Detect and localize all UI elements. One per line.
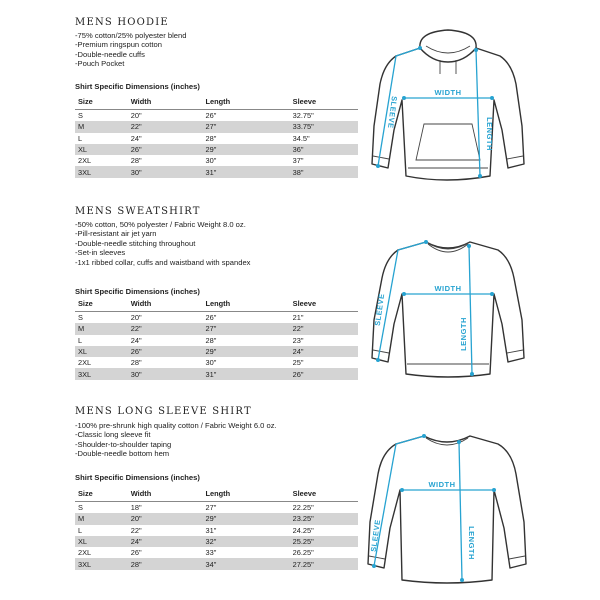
header-sleeve: Sleeve xyxy=(290,296,358,312)
sleeve-label: SLEEVE xyxy=(368,518,383,553)
table-row xyxy=(75,144,358,155)
cell: 3XL xyxy=(75,166,128,177)
cell: 26.25" xyxy=(292,548,314,558)
feature-line: -Premium ringspun cotton xyxy=(75,40,162,50)
feature-line: -Double-needle bottom hem xyxy=(75,449,170,459)
length-label: LENGTH xyxy=(467,526,476,560)
cell: 37" xyxy=(292,156,304,166)
cell: 20" xyxy=(130,111,142,121)
header-size: Size xyxy=(75,296,128,312)
cell: 24.25" xyxy=(292,525,314,535)
cell: 30" xyxy=(205,358,217,368)
hoodie-diagram xyxy=(368,26,528,188)
cell: 18" xyxy=(130,503,142,513)
cell: 33" xyxy=(205,548,217,558)
cell: 30" xyxy=(128,166,203,177)
width-label: WIDTH xyxy=(434,284,462,293)
table-row xyxy=(75,502,358,514)
cell: 3XL xyxy=(75,558,128,569)
feature-line: -Set-in sleeves xyxy=(75,248,126,258)
length-label: LENGTH xyxy=(459,317,468,351)
feature-line: -100% pre-shrunk high quality cotton / Fabric Weight 6.0 oz. xyxy=(75,421,277,430)
feature-line: -Pouch Pocket xyxy=(75,59,125,69)
cell: 26" xyxy=(130,548,142,558)
feature-line: -Double-needle cuffs xyxy=(75,49,145,59)
table-row xyxy=(75,547,358,558)
table-row xyxy=(75,110,358,122)
cell: 31" xyxy=(205,525,217,535)
cell: 27" xyxy=(202,323,289,334)
cell: XL xyxy=(75,536,128,547)
cell: 25.25" xyxy=(290,536,358,547)
cell: S xyxy=(78,503,83,513)
cell: 28" xyxy=(205,133,217,143)
cell: 31" xyxy=(202,368,289,379)
longsleeve-dims-label: Shirt Specific Dimensions (inches) xyxy=(75,473,200,482)
cell: 26" xyxy=(205,111,217,121)
table-header-row xyxy=(75,94,358,110)
table-row xyxy=(75,155,358,166)
cell: M xyxy=(75,513,128,524)
cell: 23" xyxy=(292,335,304,345)
hoodie-features xyxy=(75,31,186,69)
cell: 33.75" xyxy=(290,121,358,132)
cell: 26" xyxy=(128,144,203,155)
table-header-row xyxy=(75,486,358,502)
table-row xyxy=(75,368,358,379)
cell: 22.25" xyxy=(292,503,314,513)
cell: 25" xyxy=(292,358,304,368)
sweatshirt-features xyxy=(75,220,250,267)
sweatshirt-title: MENS SWEATSHIRT xyxy=(75,206,201,217)
longsleeve-outline xyxy=(368,436,526,583)
longsleeve-diagram xyxy=(362,428,532,590)
feature-line: -Pill-resistant air jet yarn xyxy=(75,229,157,239)
cell: 3XL xyxy=(75,368,128,379)
table-row xyxy=(75,357,358,368)
cell: 27.25" xyxy=(290,558,358,569)
sweatshirt-diagram xyxy=(368,234,528,384)
feature-line: -1x1 ribbed collar, cuffs and waistband with spandex xyxy=(75,257,251,267)
hoodie-dims-label: Shirt Specific Dimensions (inches) xyxy=(75,82,200,91)
header-width: Width xyxy=(128,94,203,110)
cell: 34" xyxy=(202,558,289,569)
cell: 27" xyxy=(205,503,217,513)
header-sleeve: Sleeve xyxy=(290,486,358,502)
feature-line: -50% cotton, 50% polyester / Fabric Weight 8.0 oz. xyxy=(75,220,246,229)
header-width: Width xyxy=(128,486,203,502)
sweatshirt-size-table xyxy=(75,296,358,380)
cell: 28" xyxy=(130,358,142,368)
cell: 31" xyxy=(202,166,289,177)
cell: 34.5" xyxy=(292,133,310,143)
table-header-row xyxy=(75,296,358,312)
header-width: Width xyxy=(128,296,203,312)
cell: XL xyxy=(75,346,128,357)
table-row xyxy=(75,323,358,334)
cell: 23.25" xyxy=(290,513,358,524)
feature-line: -Shoulder-to-shoulder taping xyxy=(75,439,172,449)
table-row xyxy=(75,558,358,569)
length-label: LENGTH xyxy=(485,117,494,151)
cell: 32" xyxy=(202,536,289,547)
cell: 22" xyxy=(128,121,203,132)
cell: L xyxy=(78,335,83,345)
cell: 22" xyxy=(130,525,142,535)
cell: 36" xyxy=(290,144,358,155)
longsleeve-size-table xyxy=(75,486,358,570)
header-size: Size xyxy=(75,486,128,502)
cell: 27" xyxy=(202,121,289,132)
header-length: Length xyxy=(202,296,289,312)
cell: 22" xyxy=(290,323,358,334)
cell: 28" xyxy=(205,335,217,345)
table-row xyxy=(75,133,358,144)
cell: 26" xyxy=(128,346,203,357)
cell: L xyxy=(78,525,83,535)
table-row xyxy=(75,166,358,177)
cell: 21" xyxy=(292,313,304,323)
cell: 32.75" xyxy=(292,111,314,121)
cell: 30" xyxy=(128,368,203,379)
table-row xyxy=(75,346,358,357)
cell: XL xyxy=(75,144,128,155)
feature-line: -Double-needle stitching throughout xyxy=(75,238,196,248)
sweatshirt-dims-label: Shirt Specific Dimensions (inches) xyxy=(75,287,200,296)
cell: 30" xyxy=(205,156,217,166)
cell: 24" xyxy=(130,335,142,345)
cell: 24" xyxy=(128,536,203,547)
header-length: Length xyxy=(202,94,289,110)
cell: 29" xyxy=(202,144,289,155)
table-row xyxy=(75,335,358,346)
cell: 20" xyxy=(128,513,203,524)
table-row xyxy=(75,312,358,324)
table-row xyxy=(75,536,358,547)
cell: 2XL xyxy=(78,156,92,166)
cell: 20" xyxy=(130,313,142,323)
sleeve-label: SLEEVE xyxy=(386,95,399,130)
table-row xyxy=(75,525,358,536)
hoodie-size-table xyxy=(75,94,358,178)
cell: M xyxy=(75,323,128,334)
sweatshirt-outline xyxy=(372,242,524,377)
cell: S xyxy=(78,111,83,121)
cell: L xyxy=(78,133,83,143)
cell: 38" xyxy=(290,166,358,177)
feature-line: -75% cotton/25% polyester blend xyxy=(75,31,187,40)
cell: 28" xyxy=(128,558,203,569)
cell: 24" xyxy=(130,133,142,143)
width-label: WIDTH xyxy=(428,480,456,489)
cell: 26" xyxy=(290,368,358,379)
longsleeve-features xyxy=(75,421,277,459)
cell: S xyxy=(78,313,83,323)
cell: 26" xyxy=(205,313,217,323)
header-size: Size xyxy=(75,94,128,110)
cell: 29" xyxy=(202,346,289,357)
cell: 24" xyxy=(290,346,358,357)
cell: 2XL xyxy=(78,358,92,368)
sleeve-label: SLEEVE xyxy=(372,292,387,327)
cell: 29" xyxy=(202,513,289,524)
table-row xyxy=(75,121,358,132)
header-length: Length xyxy=(202,486,289,502)
cell: 22" xyxy=(128,323,203,334)
cell: 2XL xyxy=(78,548,92,558)
hoodie-title: MENS HOODIE xyxy=(75,17,169,28)
table-row xyxy=(75,513,358,524)
cell: 28" xyxy=(130,156,142,166)
width-label: WIDTH xyxy=(434,88,462,97)
feature-line: -Classic long sleeve fit xyxy=(75,430,151,440)
header-sleeve: Sleeve xyxy=(290,94,358,110)
longsleeve-title: MENS LONG SLEEVE SHIRT xyxy=(75,406,252,417)
cell: M xyxy=(75,121,128,132)
